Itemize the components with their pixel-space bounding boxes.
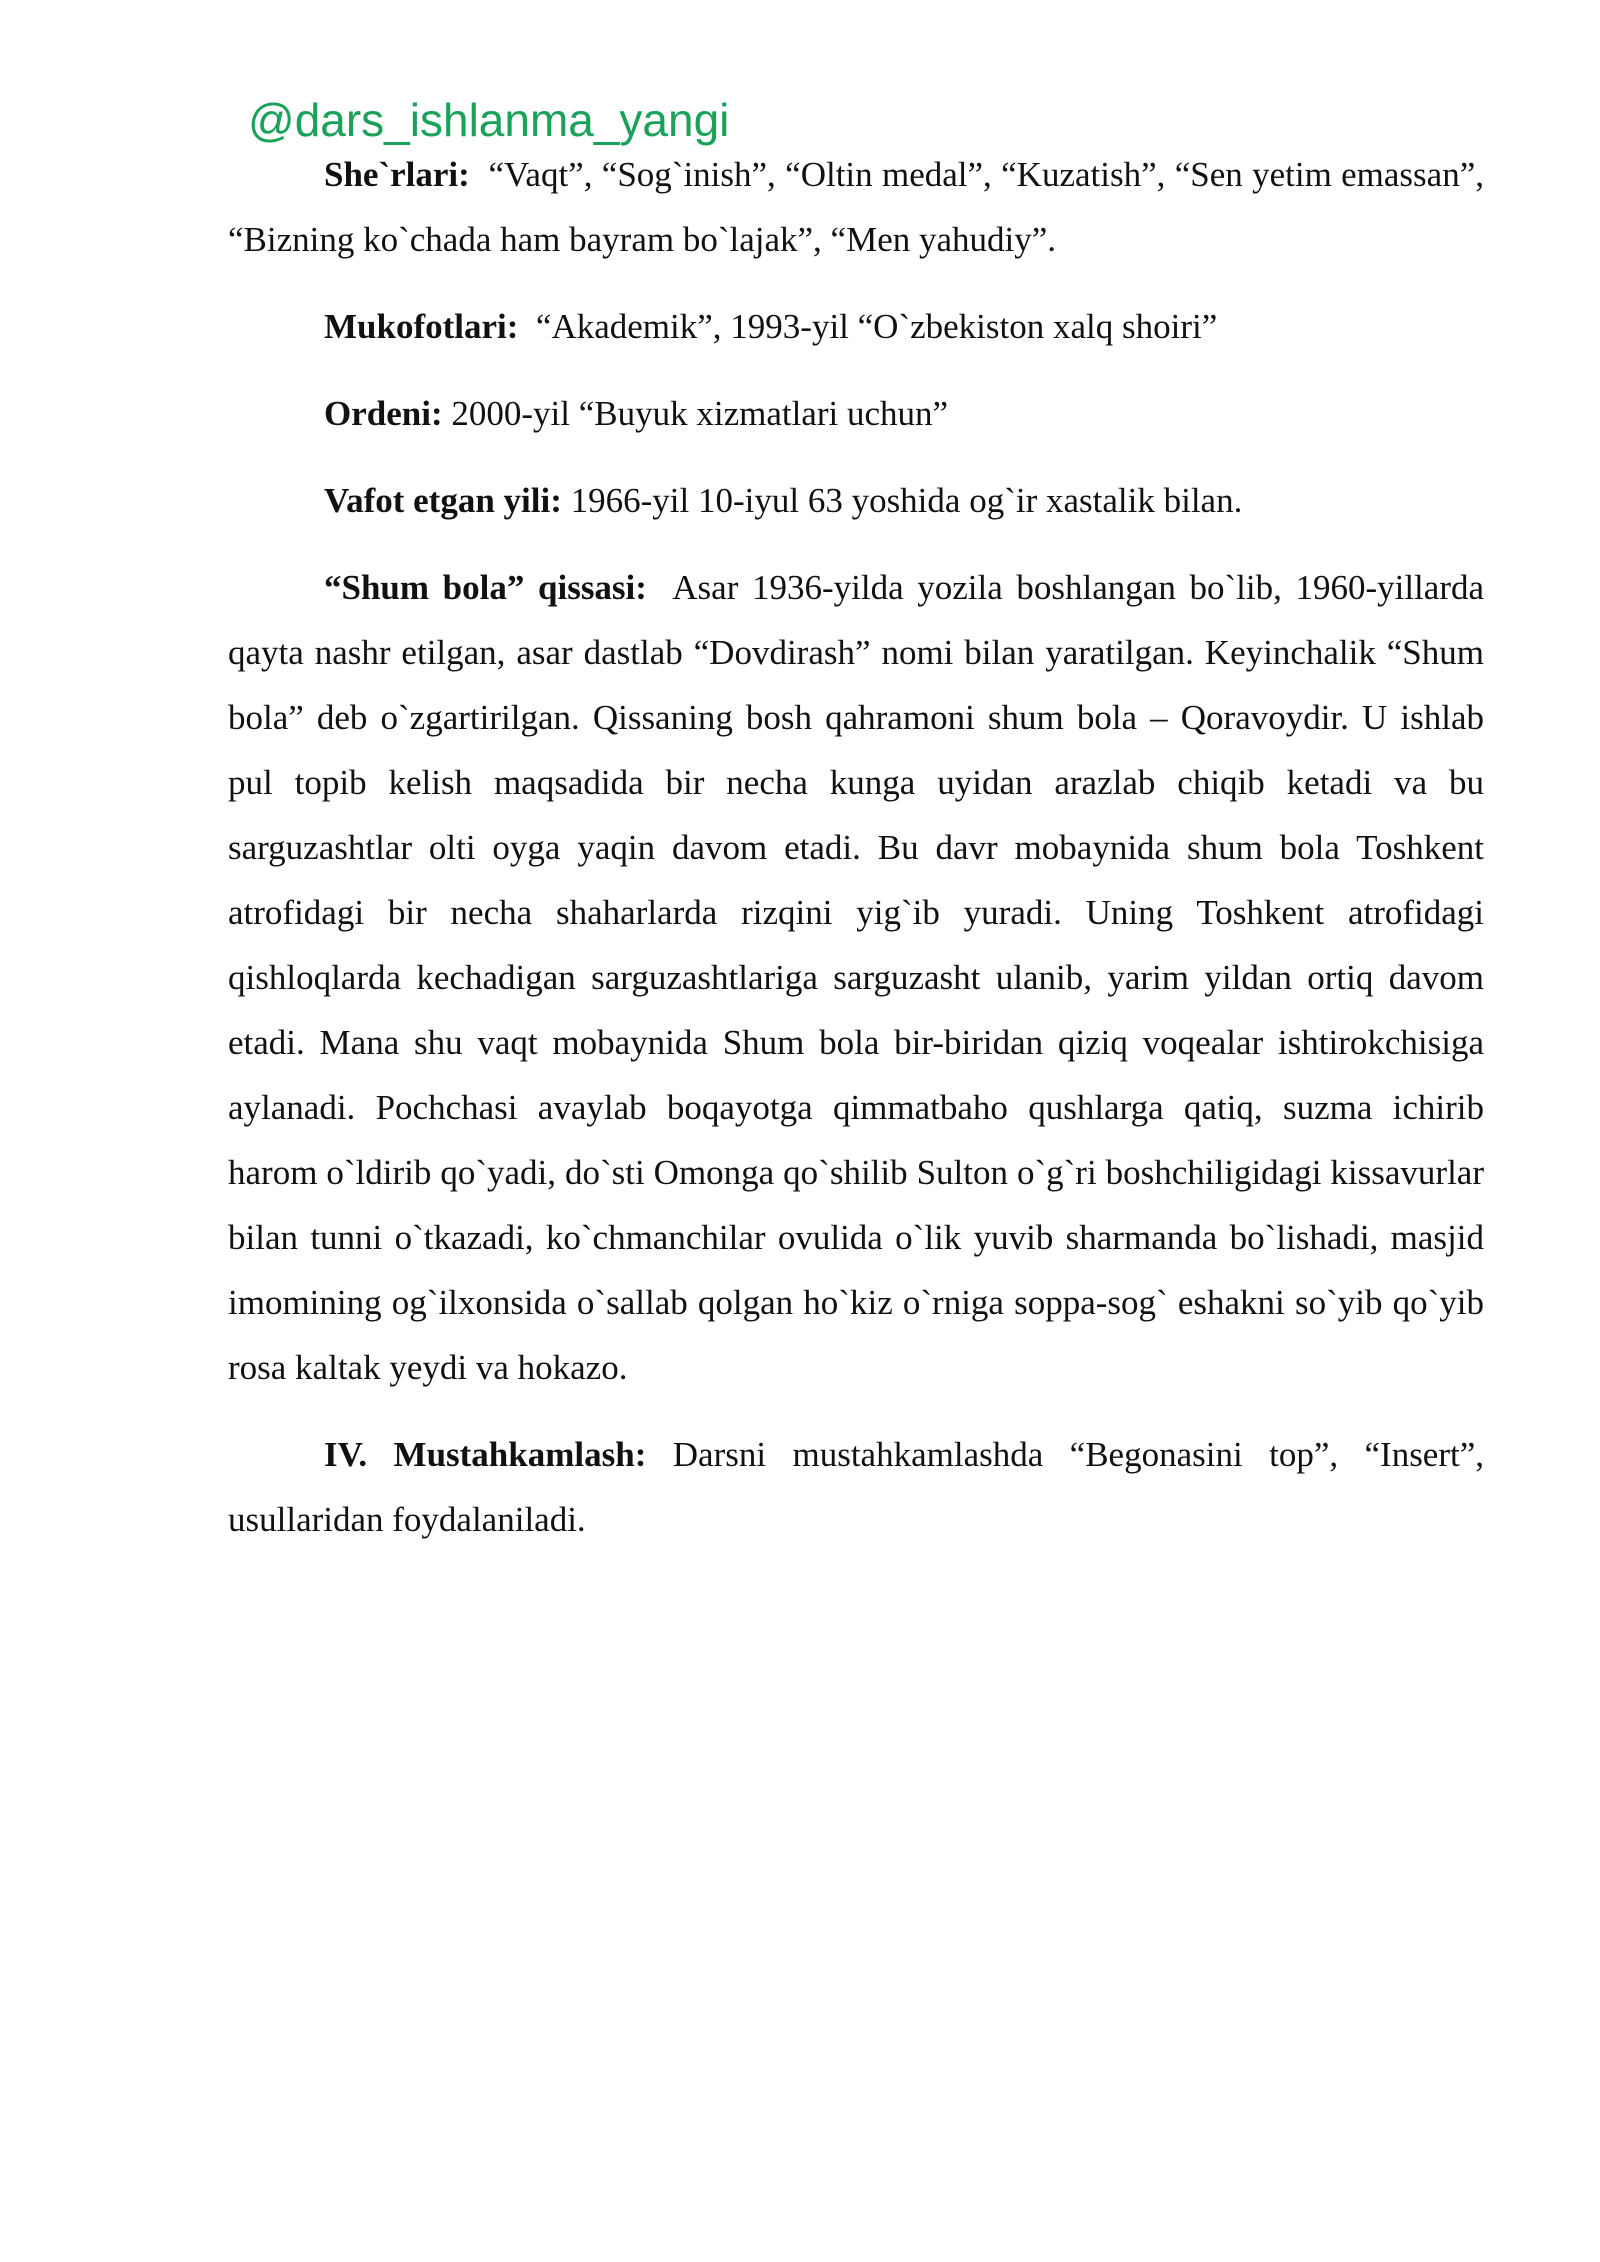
document-body xyxy=(228,142,1484,1552)
death-text: 1966-yil 10-iyul 63 yoshida og`ir xastalik bilan. xyxy=(570,481,1243,520)
awards-label: Mukofotlari: xyxy=(324,307,519,346)
order-text: 2000-yil “Buyuk xizmatlari uchun” xyxy=(451,394,949,433)
works-text: “Vaqt”, “Sog`inish”, “Oltin medal”, “Kuzatish”, “Sen yetim emassan”, “Bizning ko`chada ham bayram bo`lajak”, “Men yahudiy”. xyxy=(228,155,1484,259)
works-label: She`rlari: xyxy=(324,155,470,194)
order-paragraph xyxy=(228,381,1484,446)
reinforce-label: IV. Mustahkamlash: xyxy=(324,1435,647,1474)
story-paragraph xyxy=(228,555,1484,1400)
reinforce-text: Darsni mustahkamlashda “Begonasini top”, “Insert”, usullaridan foydalaniladi. xyxy=(228,1435,1485,1539)
story-text: Asar 1936-yilda yozila boshlangan bo`lib, 1960-yillarda qayta nashr etilgan, asar dastlab “Dovdirash” nomi bilan yaratilgan. Keyinchalik “Shum bola” deb o`zgartirilgan. Qissaning bosh qahramoni shum bola – Qoravoydir. U ishlab pul topib kelish maqsadida bir necha kunga uyidan arazlab chiqib ketadi va bu sarguzashtlar olti oyga yaqin davom etadi. Bu davr mobaynida shum bola Toshkent atrofidagi bir necha shaharlarda rizqini yig`ib yuradi. Uning Toshkent atrofidagi qishloqlarda kechadigan sarguzashtlariga sarguzasht ulanib, yarim yildan ortiq davom etadi. Mana shu vaqt mobaynida Shum bola bir-biridan qiziq voqealar ishtirokchisiga aylanadi. Pochchasi avaylab boqayotga qimmatbaho qushlarga qatiq, suzma ichirib harom o`ldirib qo`yadi, do`sti Omonga qo`shilib Sulton o`g`ri boshchiligidagi kissavurlar bilan tunni o`tkazadi, ko`chmanchilar ovulida o`lik yuvib sharmanda bo`lishadi, masjid imomining og`ilxonsida o`sallab qolgan ho`kiz o`rniga soppa-sog` eshakni so`yib qo`yib rosa kaltak yeydi va hokazo. xyxy=(228,568,1485,1387)
death-paragraph xyxy=(228,468,1484,533)
watermark: @dars_ishlanma_yangi xyxy=(248,94,730,146)
works-paragraph xyxy=(228,142,1484,272)
awards-text: “Akademik”, 1993-yil “O`zbekiston xalq shoiri” xyxy=(535,307,1218,346)
story-label: “Shum bola” qissasi: xyxy=(324,568,647,607)
death-label: Vafot etgan yili: xyxy=(324,481,562,520)
awards-paragraph xyxy=(228,294,1484,359)
order-label: Ordeni: xyxy=(324,394,443,433)
reinforce-paragraph xyxy=(228,1422,1484,1552)
